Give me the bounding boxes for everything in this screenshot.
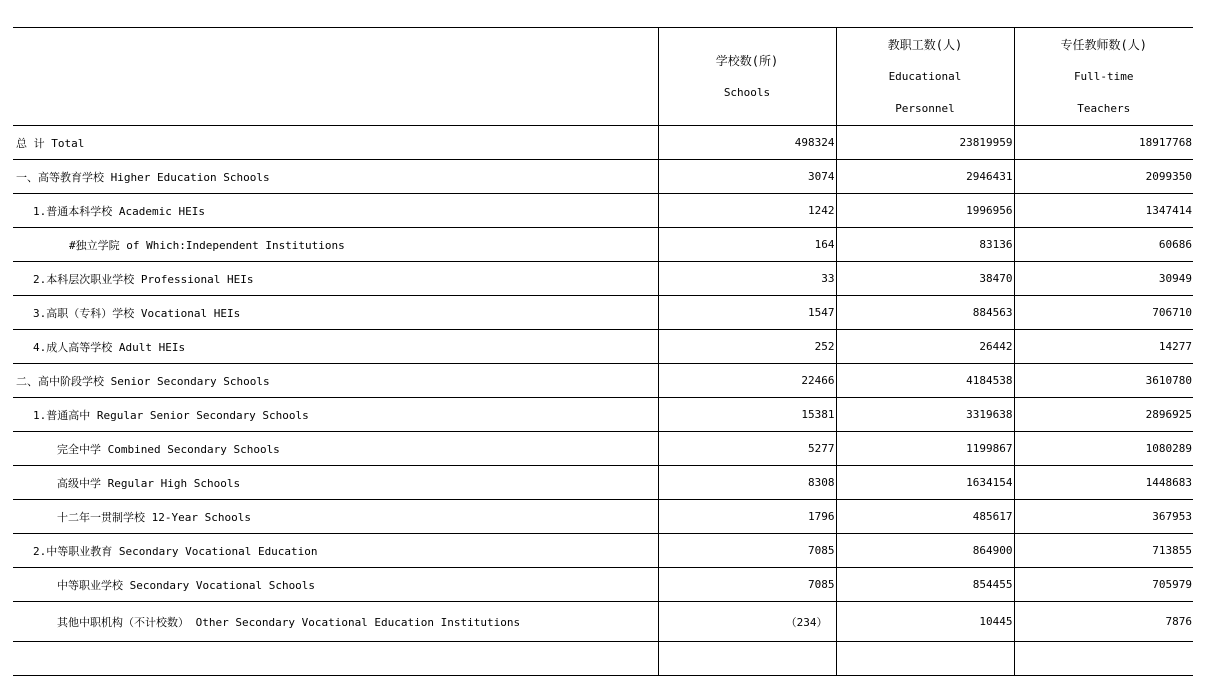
header-blank-cell	[13, 28, 658, 126]
row-label: 2.中等职业教育 Secondary Vocational Education	[13, 534, 658, 568]
row-label: 总 计 Total	[13, 126, 658, 160]
row-schools: 15381	[658, 398, 836, 432]
row-schools: 8308	[658, 466, 836, 500]
table-row	[13, 160, 1193, 194]
row-label: 高级中学 Regular High Schools	[13, 466, 658, 500]
table-row	[13, 330, 1193, 364]
row-label: 二、高中阶段学校 Senior Secondary Schools	[13, 364, 658, 398]
statistics-sheet	[13, 27, 1193, 676]
row-teachers: 2099350	[1014, 160, 1193, 194]
row-schools: 22466	[658, 364, 836, 398]
row-teachers: 705979	[1014, 568, 1193, 602]
row-label: 1.普通本科学校 Academic HEIs	[13, 194, 658, 228]
education-statistics-table	[13, 27, 1193, 676]
row-label: 3.高职（专科）学校 Vocational HEIs	[13, 296, 658, 330]
row-label: 2.本科层次职业学校 Professional HEIs	[13, 262, 658, 296]
row-personnel: 83136	[836, 228, 1014, 262]
row-teachers: 7876	[1014, 602, 1193, 642]
row-teachers: 1080289	[1014, 432, 1193, 466]
row-personnel: 1199867	[836, 432, 1014, 466]
row-label: 1.普通高中 Regular Senior Secondary Schools	[13, 398, 658, 432]
row-label: #独立学院 of Which:Independent Institutions	[13, 228, 658, 262]
row-personnel: 884563	[836, 296, 1014, 330]
table-row	[13, 398, 1193, 432]
row-schools: 498324	[658, 126, 836, 160]
row-teachers: 1448683	[1014, 466, 1193, 500]
row-teachers: 706710	[1014, 296, 1193, 330]
row-teachers: 1347414	[1014, 194, 1193, 228]
row-schools: 1796	[658, 500, 836, 534]
table-row	[13, 296, 1193, 330]
row-schools: 33	[658, 262, 836, 296]
table-row-partial	[13, 642, 1193, 676]
row-schools: （234）	[658, 602, 836, 642]
row-schools: 252	[658, 330, 836, 364]
row-label: 一、高等教育学校 Higher Education Schools	[13, 160, 658, 194]
row-personnel: 864900	[836, 534, 1014, 568]
header-schools	[658, 28, 836, 126]
row-personnel: 23819959	[836, 126, 1014, 160]
table-row	[13, 500, 1193, 534]
row-label: 4.成人高等学校 Adult HEIs	[13, 330, 658, 364]
row-teachers: 3610780	[1014, 364, 1193, 398]
table-row	[13, 228, 1193, 262]
row-schools: 7085	[658, 568, 836, 602]
row-personnel: 3319638	[836, 398, 1014, 432]
row-teachers: 30949	[1014, 262, 1193, 296]
header-teachers-zh: 专任教师数(人)	[1060, 37, 1147, 52]
row-label: 中等职业学校 Secondary Vocational Schools	[13, 568, 658, 602]
row-personnel: 38470	[836, 262, 1014, 296]
table-row	[13, 364, 1193, 398]
row-schools: 1547	[658, 296, 836, 330]
header-schools-zh: 学校数(所)	[715, 53, 779, 68]
row-schools: 3074	[658, 160, 836, 194]
table-header-row	[13, 28, 1193, 126]
row-label: 十二年一贯制学校 12-Year Schools	[13, 500, 658, 534]
row-teachers: 2896925	[1014, 398, 1193, 432]
row-schools-empty	[658, 642, 836, 676]
row-teachers: 367953	[1014, 500, 1193, 534]
header-personnel-en2: Personnel	[895, 101, 955, 115]
table-row	[13, 194, 1193, 228]
row-personnel: 1996956	[836, 194, 1014, 228]
row-personnel-empty	[836, 642, 1014, 676]
header-teachers-en1: Full-time	[1073, 69, 1134, 83]
row-schools: 7085	[658, 534, 836, 568]
row-teachers: 14277	[1014, 330, 1193, 364]
table-row	[13, 262, 1193, 296]
header-personnel-zh: 教职工数(人)	[887, 37, 963, 52]
row-personnel: 4184538	[836, 364, 1014, 398]
row-schools: 5277	[658, 432, 836, 466]
row-teachers: 18917768	[1014, 126, 1193, 160]
row-schools: 164	[658, 228, 836, 262]
table-row	[13, 602, 1193, 642]
row-teachers: 713855	[1014, 534, 1193, 568]
row-teachers-empty	[1014, 642, 1193, 676]
row-teachers: 60686	[1014, 228, 1193, 262]
row-schools: 1242	[658, 194, 836, 228]
table-row	[13, 534, 1193, 568]
header-personnel	[836, 28, 1014, 126]
row-personnel: 854455	[836, 568, 1014, 602]
row-personnel: 10445	[836, 602, 1014, 642]
header-teachers-en2: Teachers	[1077, 101, 1131, 115]
table-row	[13, 126, 1193, 160]
row-label: 完全中学 Combined Secondary Schools	[13, 432, 658, 466]
table-row	[13, 568, 1193, 602]
header-personnel-en1: Educational	[888, 69, 962, 83]
row-label-empty	[13, 642, 658, 676]
row-personnel: 485617	[836, 500, 1014, 534]
row-personnel: 1634154	[836, 466, 1014, 500]
row-personnel: 2946431	[836, 160, 1014, 194]
table-row	[13, 466, 1193, 500]
header-schools-en: Schools	[723, 85, 771, 99]
table-row	[13, 432, 1193, 466]
row-label: 其他中职机构（不计校数） Other Secondary Vocational Education Institutions	[13, 602, 658, 642]
row-personnel: 26442	[836, 330, 1014, 364]
header-teachers	[1014, 28, 1193, 126]
